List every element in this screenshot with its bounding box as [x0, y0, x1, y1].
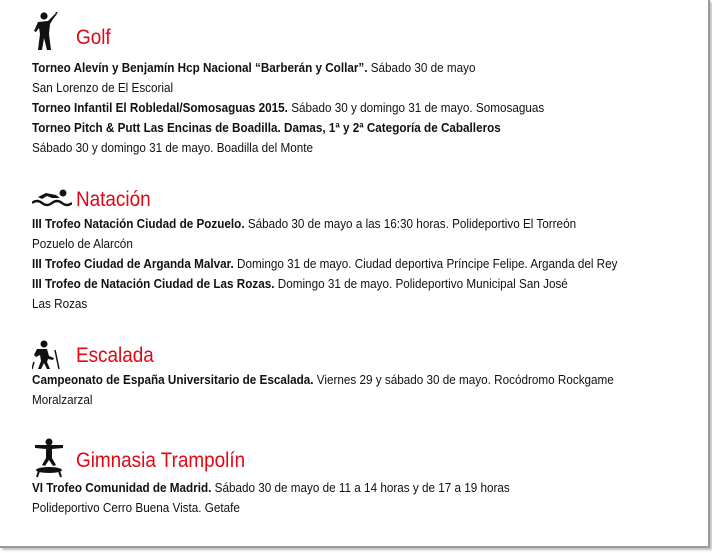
event-line: III Trofeo Natación Ciudad de Pozuelo. Sábado 30 de mayo a las 16:30 horas. Polideportivo El Torreón [32, 216, 577, 231]
event-line: III Trofeo de Natación Ciudad de Las Rozas. Domingo 31 de mayo. Polideportivo Municipal San José [32, 276, 568, 291]
event-line: Torneo Pitch & Putt Las Encinas de Boadilla. Damas, 1ª y 2ª Categoría de Caballeros [32, 120, 501, 135]
event-line: III Trofeo Ciudad de Arganda Malvar. Domingo 31 de mayo. Ciudad deportiva Príncipe Felipe. Arganda del Rey [32, 256, 618, 271]
event-line: Pozuelo de Alarcón [32, 236, 133, 251]
event-line: San Lorenzo de El Escorial [32, 80, 174, 95]
event-line: Las Rozas [32, 296, 88, 311]
event-line: Moralzarzal [32, 392, 93, 407]
section-title: Gimnasia Trampolín [76, 449, 246, 472]
event-line: Torneo Alevín y Benjamín Hcp Nacional “Barberán y Collar”. Sábado 30 de mayo [32, 60, 476, 75]
section-title: Golf [76, 26, 111, 49]
event-line: VI Trofeo Comunidad de Madrid. Sábado 30 de mayo de 11 a 14 horas y de 17 a 19 horas [32, 480, 510, 495]
section-natacion [32, 186, 702, 314]
event-line: Torneo Infantil El Robledal/Somosaguas 2015. Sábado 30 y domingo 31 de mayo. Somosaguas [32, 100, 545, 115]
event-line: Sábado 30 y domingo 31 de mayo. Boadilla del Monte [32, 140, 313, 155]
event-line: Polideportivo Cerro Buena Vista. Getafe [32, 500, 240, 515]
section-escalada [32, 340, 702, 410]
section-header [32, 186, 702, 214]
section-title: Natación [76, 188, 151, 211]
section-header [32, 438, 702, 478]
trampoline-icon [32, 438, 66, 478]
section-header [32, 12, 702, 49]
swimmer-icon [32, 188, 72, 208]
event-line: Campeonato de España Universitario de Escalada. Viernes 29 y sábado 30 de mayo. Rocódromo Rockgame [32, 372, 614, 387]
section-golf [32, 12, 702, 158]
golfer-icon [32, 12, 58, 52]
section-header [32, 340, 702, 370]
section-title: Escalada [76, 344, 154, 367]
section-gimnasia-trampolin [32, 438, 702, 518]
climber-icon [32, 340, 62, 370]
